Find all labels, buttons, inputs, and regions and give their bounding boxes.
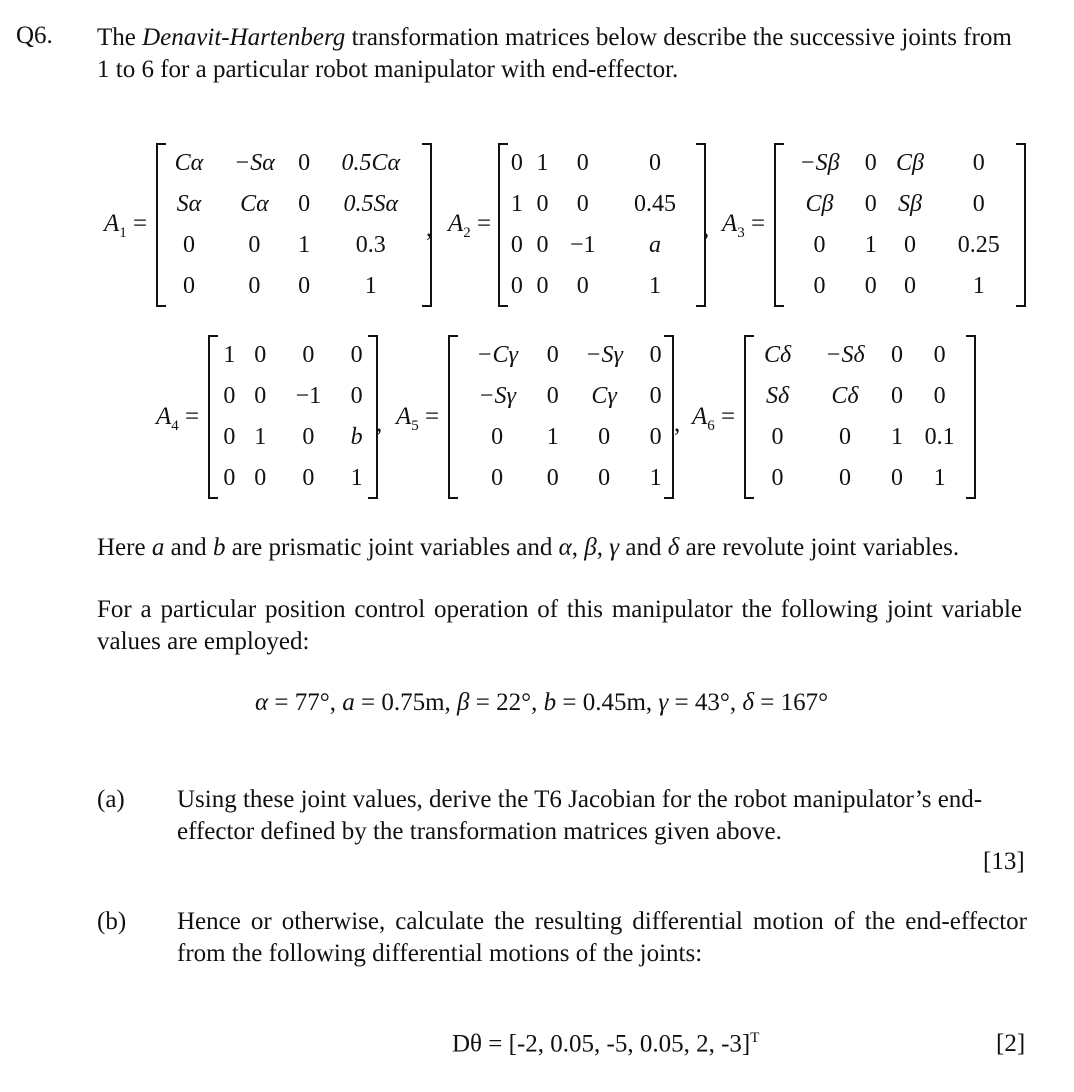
matrix-a2 (498, 143, 706, 307)
matrix-cell: 0 (972, 191, 985, 217)
matrix-cell: 0 (510, 150, 523, 176)
matrix-cell: 1 (649, 465, 662, 491)
matrix-cell: 0 (298, 273, 311, 299)
matrix-cell: 1 (364, 273, 377, 299)
matrix-cell: Cα (174, 150, 204, 176)
matrix-cell: 0 (248, 232, 261, 258)
matrix-a5 (448, 335, 674, 499)
question-number: Q6. (16, 22, 53, 49)
position-text: For a particular position control operation of this manipulator the following joint variable values are employed: (97, 596, 1022, 655)
matrix-cell: 0 (182, 232, 195, 258)
matrix-cell: 0 (813, 232, 826, 258)
matrix-cell: 1 (972, 273, 985, 299)
matrix-cell: 0 (510, 273, 523, 299)
matrix-a2-label: $A_2$ = (448, 210, 492, 241)
part-b-text: Hence or otherwise, calculate the resulting differential motion of the end-effector from the following differential motions of the joints: (177, 908, 1027, 967)
matrix-cell: 0 (649, 424, 662, 450)
matrix-cell: 0 (298, 150, 311, 176)
matrix-a6 (744, 335, 976, 499)
matrix-cell: 0 (254, 465, 267, 491)
matrix-cell: −Sδ (825, 342, 865, 368)
matrix-cell: 0 (350, 383, 363, 409)
matrix-a4-label: $A_4$ = (156, 403, 200, 434)
matrix-cell: 0 (813, 273, 826, 299)
intro-italic: Denavit-Hartenberg (142, 24, 346, 51)
matrix-cell: Cα (240, 191, 269, 217)
matrix-cell: 0 (771, 424, 784, 450)
matrix-cell: 0 (576, 150, 589, 176)
part-b-marks: [2] (996, 1030, 1026, 1057)
matrix-cell: 1 (510, 191, 523, 217)
matrix-a6-label: $A_6$ = (692, 403, 736, 434)
matrix-cell: 0 (903, 273, 916, 299)
matrix-cell: 0 (491, 465, 504, 491)
intro-part1: The (97, 24, 143, 51)
matrix-cell: 0 (536, 273, 549, 299)
matrix-cell: 1 (933, 465, 946, 491)
matrix-cell: 0 (510, 232, 523, 258)
matrix-cell: 0 (838, 424, 851, 450)
matrix-cell: 0.1 (924, 424, 955, 450)
matrix-cell: 1 (649, 273, 662, 299)
matrix-cell: −Sγ (585, 342, 623, 368)
matrix-cell: 0 (649, 150, 662, 176)
matrix-cell: 0 (864, 150, 877, 176)
matrix-cell: Cδ (763, 342, 792, 368)
matrix-a3-label: $A_3$ = (722, 210, 766, 241)
matrix-cell: 0.25 (957, 232, 1000, 258)
matrix-cell: 0 (771, 465, 784, 491)
matrix-cell: b (350, 424, 363, 450)
matrix-cell: 0.45 (634, 191, 677, 217)
joint-values: α = 77°, a = 0.75m, β = 22°, b = 0.45m, γ = 43°, δ = 167° (255, 689, 829, 716)
matrix-cell: −1 (569, 232, 596, 258)
separator: , (376, 410, 383, 437)
matrix-cell: Sα (176, 191, 202, 217)
matrix-cell: 0 (649, 342, 662, 368)
part-b-label: (b) (97, 908, 127, 935)
matrix-cell: 0 (302, 465, 315, 491)
matrix-cell: 0 (864, 191, 877, 217)
matrix-a5-label: $A_5$ = (396, 403, 440, 434)
matrix-cell: 0 (302, 342, 315, 368)
matrix-cell: 0 (933, 383, 946, 409)
matrix-cell: −Sα (234, 150, 275, 176)
matrix-cell: 0 (903, 232, 916, 258)
matrix-cell: 0.3 (355, 232, 386, 258)
matrix-cell: −Sβ (799, 150, 840, 176)
matrix-cell: 0 (536, 232, 549, 258)
matrix-cell: Sδ (765, 383, 790, 409)
matrix-a3 (774, 143, 1026, 307)
matrix-cell: 0.5Sα (343, 191, 399, 217)
matrix-cell: −Cγ (476, 342, 518, 368)
part-a-text: Using these joint values, derive the T6 Jacobian for the robot manipulator’s end-effector defined by the transformation matrices given above. (177, 786, 983, 845)
matrix-cell: 0 (546, 342, 559, 368)
matrix-cell: 0 (350, 342, 363, 368)
matrix-cell: a (649, 232, 662, 258)
separator: , (674, 410, 681, 437)
matrix-cell: 1 (254, 424, 267, 450)
matrix-cell: 0 (536, 191, 549, 217)
matrix-cell: 1 (298, 232, 311, 258)
matrix-cell: 0 (298, 191, 311, 217)
matrix-cell: 0 (223, 465, 236, 491)
separator: , (703, 215, 710, 242)
matrix-cell: 1 (864, 232, 877, 258)
matrix-a4 (208, 335, 378, 499)
separator: , (426, 215, 433, 242)
matrix-cell: 0 (891, 342, 904, 368)
matrix-cell: 0 (254, 383, 267, 409)
matrix-cell: 0 (891, 383, 904, 409)
matrix-cell: 0 (248, 273, 261, 299)
matrix-cell: Cγ (591, 383, 617, 409)
matrix-cell: 0 (649, 383, 662, 409)
matrix-cell: 0 (576, 191, 589, 217)
matrix-cell: 0 (302, 424, 315, 450)
matrix-cell: 0 (223, 424, 236, 450)
matrix-cell: 0 (223, 383, 236, 409)
matrix-cell: 0 (838, 465, 851, 491)
matrix-cell: Sβ (897, 191, 922, 217)
matrix-cell: −Sγ (478, 383, 516, 409)
matrix-cell: 1 (536, 150, 549, 176)
differential-equation: Dθ = [-2, 0.05, -5, 0.05, 2, -3]$^T$ (452, 1030, 760, 1058)
matrix-cell: 0 (598, 424, 611, 450)
matrix-cell: 1 (223, 342, 236, 368)
intro-part2: transformation matrices below describe the successive joints from 1 to 6 for a particular robot manipulator with end-effector. (97, 24, 1012, 83)
matrix-cell: 0 (972, 150, 985, 176)
matrix-cell: 0 (546, 383, 559, 409)
matrix-cell: 0 (182, 273, 195, 299)
matrix-a1 (156, 143, 432, 307)
matrix-cell: 0 (254, 342, 267, 368)
matrix-cell: 0.5Cα (341, 150, 401, 176)
part-a-label: (a) (97, 786, 125, 813)
matrix-cell: Cβ (895, 150, 924, 176)
matrix-cell: 1 (891, 424, 904, 450)
variables-text: Here a and b are prismatic joint variables and α, β, γ and δ are revolute joint variables. (97, 534, 960, 561)
matrix-cell: −1 (295, 383, 322, 409)
matrix-cell: 0 (598, 465, 611, 491)
matrix-cell: 0 (933, 342, 946, 368)
matrix-a1-label: $A_1$ = (104, 210, 148, 241)
matrix-cell: Cβ (805, 191, 834, 217)
matrix-cell: 1 (350, 465, 363, 491)
matrix-cell: Cδ (831, 383, 859, 409)
matrix-cell: 0 (491, 424, 504, 450)
matrix-cell: 0 (576, 273, 589, 299)
matrix-cell: 0 (891, 465, 904, 491)
part-a-marks: [13] (983, 848, 1025, 875)
matrix-cell: 0 (864, 273, 877, 299)
matrix-cell: 0 (546, 465, 559, 491)
matrix-cell: 1 (546, 424, 559, 450)
question-intro (97, 22, 1027, 86)
